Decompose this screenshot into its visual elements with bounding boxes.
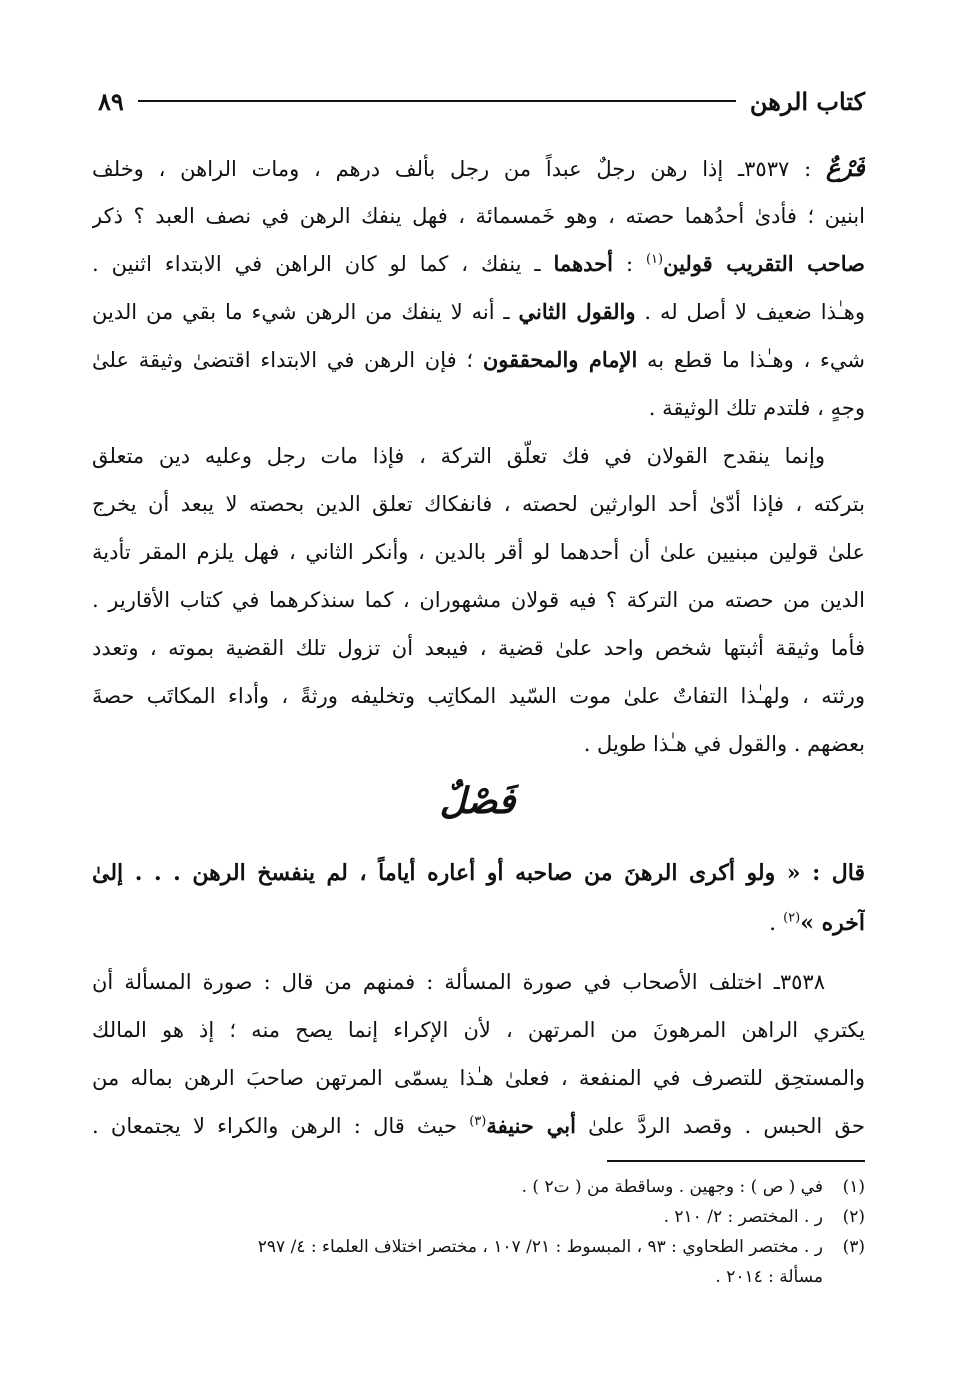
footnote-number: (٣): [842, 1237, 865, 1257]
footnote-number: (٢): [842, 1207, 865, 1227]
text-line: شيء ، وهـٰذا ما قطع به الإمام والمحققون ؛ فإن الرهن في الابتداء اقتضىٰ وثيقة علىٰ: [92, 347, 865, 372]
text-line: آخره »$^{(٢)}$ .: [769, 910, 865, 936]
header-rule: [138, 100, 736, 102]
footnote-ref-2: (٢): [783, 910, 801, 926]
running-head-title: كتاب الرهن: [749, 86, 865, 116]
paragraph-release: [92, 432, 865, 768]
page-number: ٨٩: [98, 86, 124, 116]
far3-marker: فَرْعٌ: [825, 153, 865, 182]
text-line: والمستحِق للتصرف في المنفعة ، فعلىٰ هـٰذا يسمّى المرتهن صاحبَ الرهن بماله من: [92, 1066, 865, 1090]
paragraph-3538: [92, 958, 865, 1150]
paragraph-3537: [92, 144, 865, 432]
text-line: فأما وثيقة أثبتها شخص واحد علىٰ قضية ، فيبعد أن تزول تلك القضية بموته ، وتعدد: [92, 636, 865, 660]
footnote: [92, 1172, 865, 1202]
text-line: بتركته ، فإذا أدّىٰ أحد الوارثين لحصته ، فانفكاك تعلق الدين بحصته لا يبعد أن يخرج: [92, 492, 865, 516]
footnote-text: ر . مختصر الطحاوي : ٩٣ ، المبسوط : ٢١/ ١٠٧ ، مختصر اختلاف العلماء : ٤/ ٢٩٧: [257, 1237, 823, 1257]
text-line: ابنين ؛ فأدىٰ أحدُهما حصته ، وهو خَمسمائة ، فهل ينفك الرهن في نصف العبد ؟ ذكر: [92, 204, 865, 228]
footnote: [92, 1202, 865, 1232]
text-line: فَرْعٌ : ٣٥٣٧ـ إذا رهن رجلٌ عبداً من رجل بألف درهم ، ومات الراهن ، وخلف: [92, 153, 865, 182]
footnotes: [92, 1172, 865, 1292]
text-line: صاحب التقريب قولين$^{(١)}$ : أحدهما ـ ينفك ، كما لو كان الراهن في الابتداء اثنين .: [92, 251, 865, 276]
text-line: قال : « ولو أكرى الرهنَ من صاحبه أو أعاره أياماً ، لم ينفسخ الرهن . . . إلىٰ: [92, 860, 865, 886]
section-heading: فَصْلٌ: [439, 780, 516, 822]
text-line: بعضهم . والقول في هـٰذا طويل .: [583, 732, 865, 756]
text-line: وهـٰذا ضعيف لا أصل له . والقول الثاني ـ أنه لا ينفك من الرهن شيء ما بقي من الدين: [92, 299, 865, 324]
footnote-separator: [607, 1160, 865, 1162]
page-header: [98, 84, 865, 118]
quoted-statement: [92, 848, 865, 948]
text-line: وإنما ينقدح القولان في فك تعلّق التركة ، فإذا مات رجل وعليه دين متعلق: [92, 444, 825, 468]
text-line: حق الحبس . وقصد الردَّ علىٰ أبي حنيفة$^{(٣)}$ حيث قال : الرهن والكراء لا يجتمعان .: [92, 1113, 865, 1138]
footnote-continuation: مسألة : ٢٠١٤ .: [715, 1267, 823, 1287]
footnote-number: (١): [842, 1177, 865, 1197]
footnote: [92, 1232, 865, 1262]
footnote-text: في ( ص ) : وجهين . وساقطة من ( ت٢ ) .: [521, 1177, 823, 1197]
footnote-text: ر . المختصر : ٢/ ٢١٠ .: [663, 1207, 823, 1227]
footnote-ref-1: (١): [645, 252, 664, 267]
text-line: ٣٥٣٨ـ اختلف الأصحاب في صورة المسألة : فمنهم من قال : صورة المسألة أن: [92, 970, 825, 994]
text-line: الدين من حصته من التركة ؟ فيه قولان مشهوران ، كما سنذكرهما في كتاب الأقارير .: [92, 588, 865, 612]
text-line: علىٰ قولين مبنيين علىٰ أن أحدهما لو أقر بالدين ، وأنكر الثاني ، فهل يلزم المقر تأدية: [92, 540, 865, 564]
text-line: وجهٍ ، فلتدم تلك الوثيقة .: [648, 396, 865, 420]
footnote-ref-3: (٣): [469, 1114, 487, 1129]
text-line: يكتري الراهن المرهونَ من المرتهن ، لأن الإكراء إنما يصح منه ؛ إذ هو المالك: [92, 1018, 865, 1042]
text-line: ورثته ، ولهـٰذا التفاتٌ علىٰ موت السّيد المكاتِب وتخليفه ورثةً ، وأداء المكاتَب حصةَ: [92, 684, 865, 708]
